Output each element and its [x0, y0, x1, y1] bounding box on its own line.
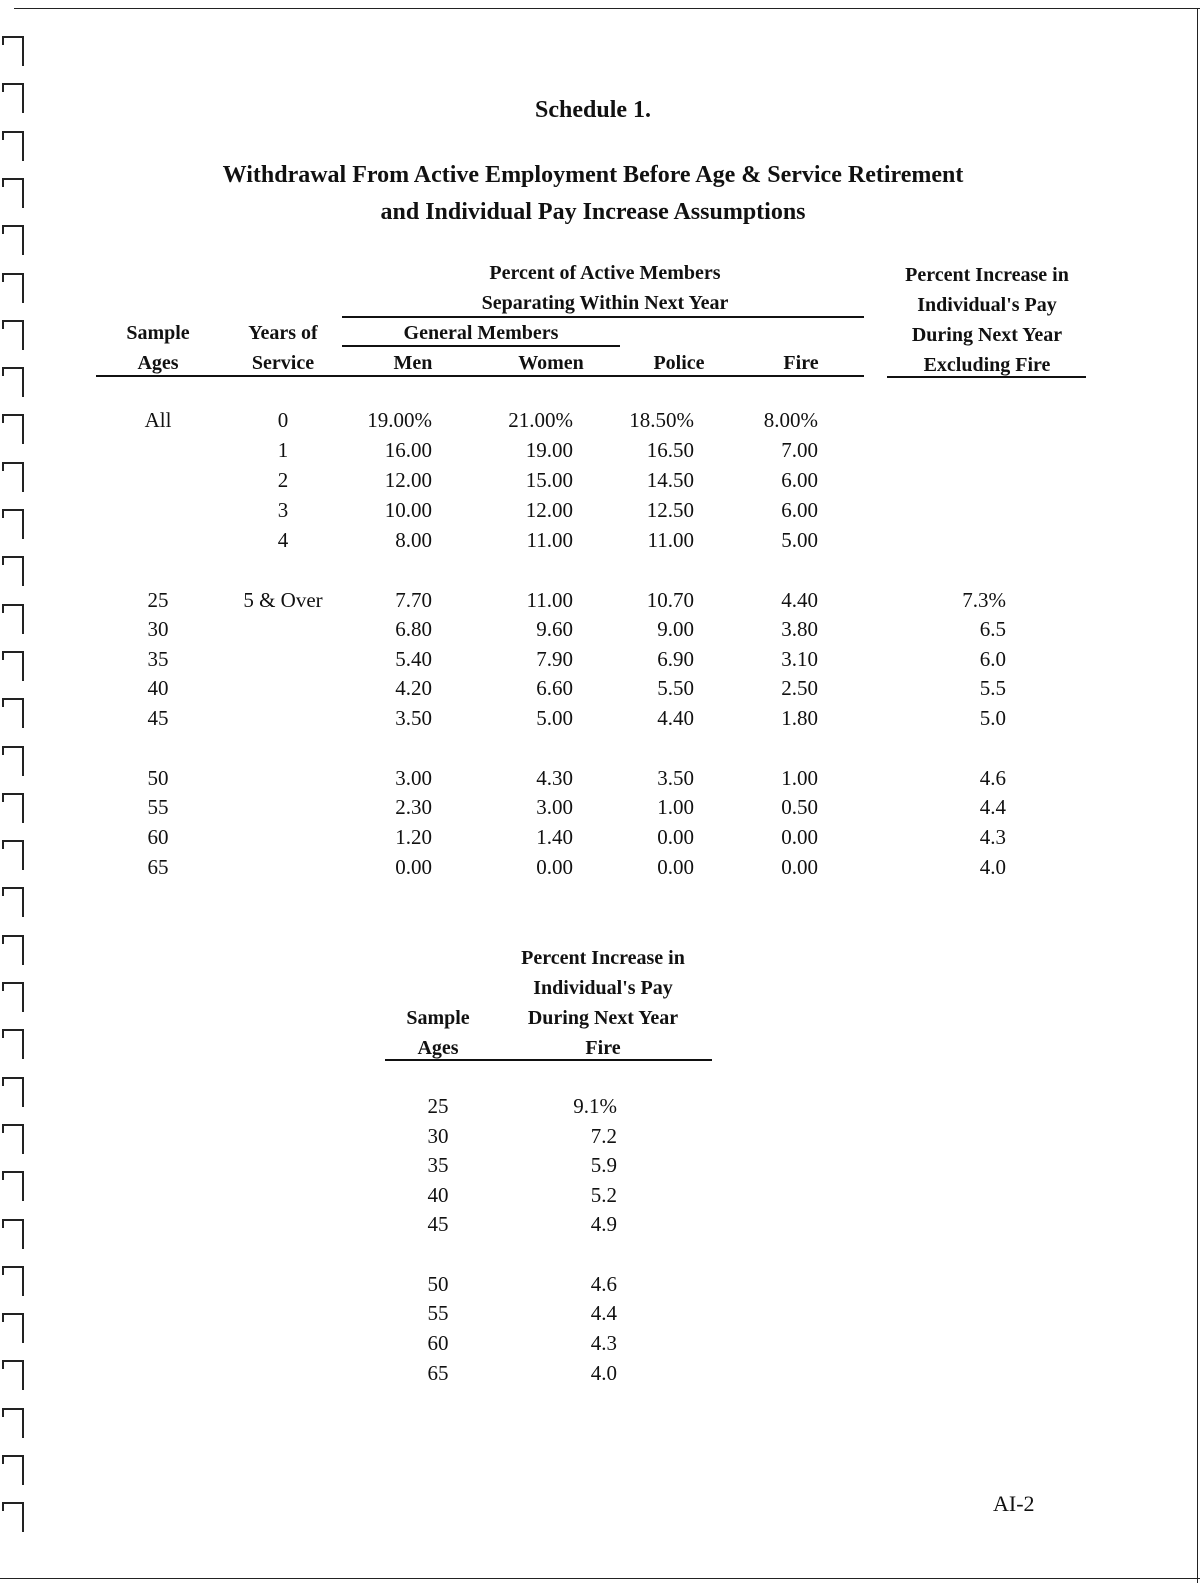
- binding-ring: [2, 793, 24, 823]
- binding-ring: [2, 1266, 24, 1296]
- fire-cell-pay: 5.2: [590, 1183, 617, 1207]
- cell-fire: 0.50: [781, 795, 818, 819]
- cell-men: 12.00: [384, 468, 432, 492]
- cell-police: 12.50: [646, 498, 694, 522]
- cell-fire: 2.50: [781, 676, 818, 700]
- cell-age: 30: [147, 617, 169, 641]
- binding-ring: [2, 131, 24, 161]
- cell-police: 1.00: [657, 795, 694, 819]
- cell-women: 3.00: [536, 795, 573, 819]
- fire-cell-age: 55: [427, 1301, 449, 1325]
- fire-pay-header-line-4: Fire: [585, 1037, 621, 1059]
- fire-header: Fire: [783, 352, 819, 374]
- pay-header-line-1: Percent Increase in: [905, 264, 1069, 286]
- cell-fire: 6.00: [781, 468, 818, 492]
- cell-service: 4: [277, 528, 289, 552]
- cell-fire: 3.80: [781, 617, 818, 641]
- title-line-1: Withdrawal From Active Employment Before Age & Service Retirement: [222, 162, 964, 188]
- binding-ring: [2, 320, 24, 350]
- cell-women: 0.00: [536, 855, 573, 879]
- binding-ring: [2, 36, 24, 66]
- cell-men: 3.50: [395, 706, 432, 730]
- cell-women: 21.00%: [508, 408, 573, 432]
- fire-cell-age: 50: [427, 1272, 449, 1296]
- men-header: Men: [393, 352, 433, 374]
- binding-ring: [2, 604, 24, 634]
- fire-cell-age: 65: [427, 1361, 449, 1385]
- page-number: AI-2: [993, 1491, 1035, 1516]
- cell-service: 3: [277, 498, 289, 522]
- general-members-header: General Members: [403, 322, 559, 344]
- cell-age: 55: [147, 795, 169, 819]
- cell-police: 10.70: [646, 588, 694, 612]
- separation-header-line-2: Separating Within Next Year: [481, 292, 729, 314]
- sample-ages-header-line-1: Sample: [126, 322, 190, 344]
- fire-cell-pay: 4.3: [590, 1331, 617, 1355]
- page-border-top: [14, 8, 1200, 9]
- binding-ring: [2, 1171, 24, 1201]
- binding-ring: [2, 273, 24, 303]
- binding-ring: [2, 462, 24, 492]
- cell-women: 5.00: [536, 706, 573, 730]
- cell-service: 2: [277, 468, 289, 492]
- binding-ring: [2, 367, 24, 397]
- fire-sample-ages-header-line-2: Ages: [417, 1037, 459, 1059]
- binding-ring: [2, 651, 24, 681]
- cell-age: 25: [147, 588, 169, 612]
- cell-age: 60: [147, 825, 169, 849]
- fire-cell-age: 30: [427, 1124, 449, 1148]
- cell-women: 15.00: [525, 468, 573, 492]
- cell-police: 11.00: [647, 528, 694, 552]
- general-members-rule: [342, 345, 620, 347]
- cell-pay: 4.6: [979, 766, 1006, 790]
- pay-header-line-3: During Next Year: [911, 324, 1063, 346]
- cell-fire: 6.00: [781, 498, 818, 522]
- binding-ring: [2, 509, 24, 539]
- cell-fire: 8.00%: [763, 408, 818, 432]
- cell-pay: 4.4: [979, 795, 1006, 819]
- cell-men: 19.00%: [367, 408, 432, 432]
- separation-header-rule: [342, 316, 864, 318]
- fire-sample-ages-header-line-1: Sample: [406, 1007, 470, 1029]
- fire-cell-age: 25: [427, 1094, 449, 1118]
- cell-age: 35: [147, 647, 169, 671]
- fire-cell-pay: 4.6: [590, 1272, 617, 1296]
- fire-cell-pay: 7.2: [590, 1124, 617, 1148]
- fire-table-header-rule: [385, 1059, 712, 1061]
- cell-men: 10.00: [384, 498, 432, 522]
- binding-ring: [2, 887, 24, 917]
- page-border-right: [1197, 8, 1198, 1583]
- binding-ring: [2, 1502, 24, 1532]
- years-of-service-header-line-2: Service: [251, 352, 315, 374]
- binding-ring: [2, 1313, 24, 1343]
- cell-pay: 4.3: [979, 825, 1006, 849]
- fire-cell-pay: 4.4: [590, 1301, 617, 1325]
- cell-age: 45: [147, 706, 169, 730]
- cell-pay: 5.0: [979, 706, 1006, 730]
- cell-fire: 1.00: [781, 766, 818, 790]
- cell-police: 9.00: [657, 617, 694, 641]
- binding-ring: [2, 935, 24, 965]
- cell-pay: 4.0: [979, 855, 1006, 879]
- separation-header-line-1: Percent of Active Members: [489, 262, 721, 284]
- cell-women: 11.00: [526, 528, 573, 552]
- cell-pay: 5.5: [979, 676, 1006, 700]
- cell-pay: 6.5: [979, 617, 1006, 641]
- fire-cell-pay: 4.0: [590, 1361, 617, 1385]
- binding-ring: [2, 1219, 24, 1249]
- cell-police: 4.40: [657, 706, 694, 730]
- binding-ring: [2, 1360, 24, 1390]
- fire-cell-pay: 4.9: [590, 1212, 617, 1236]
- cell-age: 50: [147, 766, 169, 790]
- cell-men: 4.20: [395, 676, 432, 700]
- cell-service: 5 & Over: [243, 588, 323, 612]
- cell-women: 7.90: [536, 647, 573, 671]
- binding-ring: [2, 178, 24, 208]
- binding-ring: [2, 746, 24, 776]
- sample-ages-header-line-2: Ages: [137, 352, 179, 374]
- women-header: Women: [518, 352, 584, 374]
- binding-ring: [2, 83, 24, 113]
- binding-ring: [2, 1077, 24, 1107]
- cell-police: 18.50%: [629, 408, 694, 432]
- fire-cell-pay: 9.1%: [573, 1094, 617, 1118]
- cell-men: 5.40: [395, 647, 432, 671]
- fire-cell-age: 40: [427, 1183, 449, 1207]
- cell-men: 2.30: [395, 795, 432, 819]
- binding-ring: [2, 414, 24, 444]
- cell-fire: 4.40: [781, 588, 818, 612]
- cell-police: 6.90: [657, 647, 694, 671]
- binding-ring: [2, 1408, 24, 1438]
- cell-police: 0.00: [657, 855, 694, 879]
- cell-women: 11.00: [526, 588, 573, 612]
- fire-cell-age: 45: [427, 1212, 449, 1236]
- binding-ring: [2, 698, 24, 728]
- cell-age: 65: [147, 855, 169, 879]
- fire-pay-header-line-3: During Next Year: [527, 1007, 679, 1029]
- binding-ring: [2, 556, 24, 586]
- police-header: Police: [653, 352, 705, 374]
- binding-ring: [2, 982, 24, 1012]
- cell-police: 3.50: [657, 766, 694, 790]
- cell-fire: 3.10: [781, 647, 818, 671]
- cell-fire: 5.00: [781, 528, 818, 552]
- cell-fire: 0.00: [781, 825, 818, 849]
- cell-age: 40: [147, 676, 169, 700]
- cell-police: 5.50: [657, 676, 694, 700]
- title-line-2: and Individual Pay Increase Assumptions: [380, 199, 806, 225]
- cell-service: 1: [277, 438, 289, 462]
- page-border-bottom: [0, 1578, 1200, 1579]
- fire-pay-header-line-2: Individual's Pay: [533, 977, 673, 999]
- years-of-service-header-line-1: Years of: [248, 322, 318, 344]
- cell-women: 19.00: [525, 438, 573, 462]
- cell-service: 0: [277, 408, 289, 432]
- fire-cell-age: 60: [427, 1331, 449, 1355]
- fire-pay-header-line-1: Percent Increase in: [521, 947, 685, 969]
- cell-police: 14.50: [646, 468, 694, 492]
- cell-pay: 7.3%: [962, 588, 1006, 612]
- cell-women: 6.60: [536, 676, 573, 700]
- pay-header-rule: [887, 376, 1086, 378]
- cell-fire: 0.00: [781, 855, 818, 879]
- schedule-label: Schedule 1.: [534, 97, 652, 123]
- main-table-header-rule: [96, 375, 864, 377]
- fire-cell-pay: 5.9: [590, 1153, 617, 1177]
- binding-ring: [2, 1124, 24, 1154]
- cell-men: 0.00: [395, 855, 432, 879]
- cell-women: 1.40: [536, 825, 573, 849]
- cell-pay: 6.0: [979, 647, 1006, 671]
- binding-ring: [2, 1455, 24, 1485]
- cell-women: 4.30: [536, 766, 573, 790]
- binding-ring: [2, 225, 24, 255]
- cell-fire: 7.00: [781, 438, 818, 462]
- cell-police: 16.50: [646, 438, 694, 462]
- binding-ring: [2, 840, 24, 870]
- cell-women: 9.60: [536, 617, 573, 641]
- cell-men: 1.20: [395, 825, 432, 849]
- fire-cell-age: 35: [427, 1153, 449, 1177]
- pay-header-line-4: Excluding Fire: [923, 354, 1051, 376]
- pay-header-line-2: Individual's Pay: [917, 294, 1057, 316]
- cell-fire: 1.80: [781, 706, 818, 730]
- cell-men: 3.00: [395, 766, 432, 790]
- cell-men: 8.00: [395, 528, 432, 552]
- cell-men: 7.70: [395, 588, 432, 612]
- cell-men: 6.80: [395, 617, 432, 641]
- cell-men: 16.00: [384, 438, 432, 462]
- binding-ring: [2, 1029, 24, 1059]
- cell-police: 0.00: [657, 825, 694, 849]
- cell-women: 12.00: [525, 498, 573, 522]
- cell-age: All: [144, 408, 172, 432]
